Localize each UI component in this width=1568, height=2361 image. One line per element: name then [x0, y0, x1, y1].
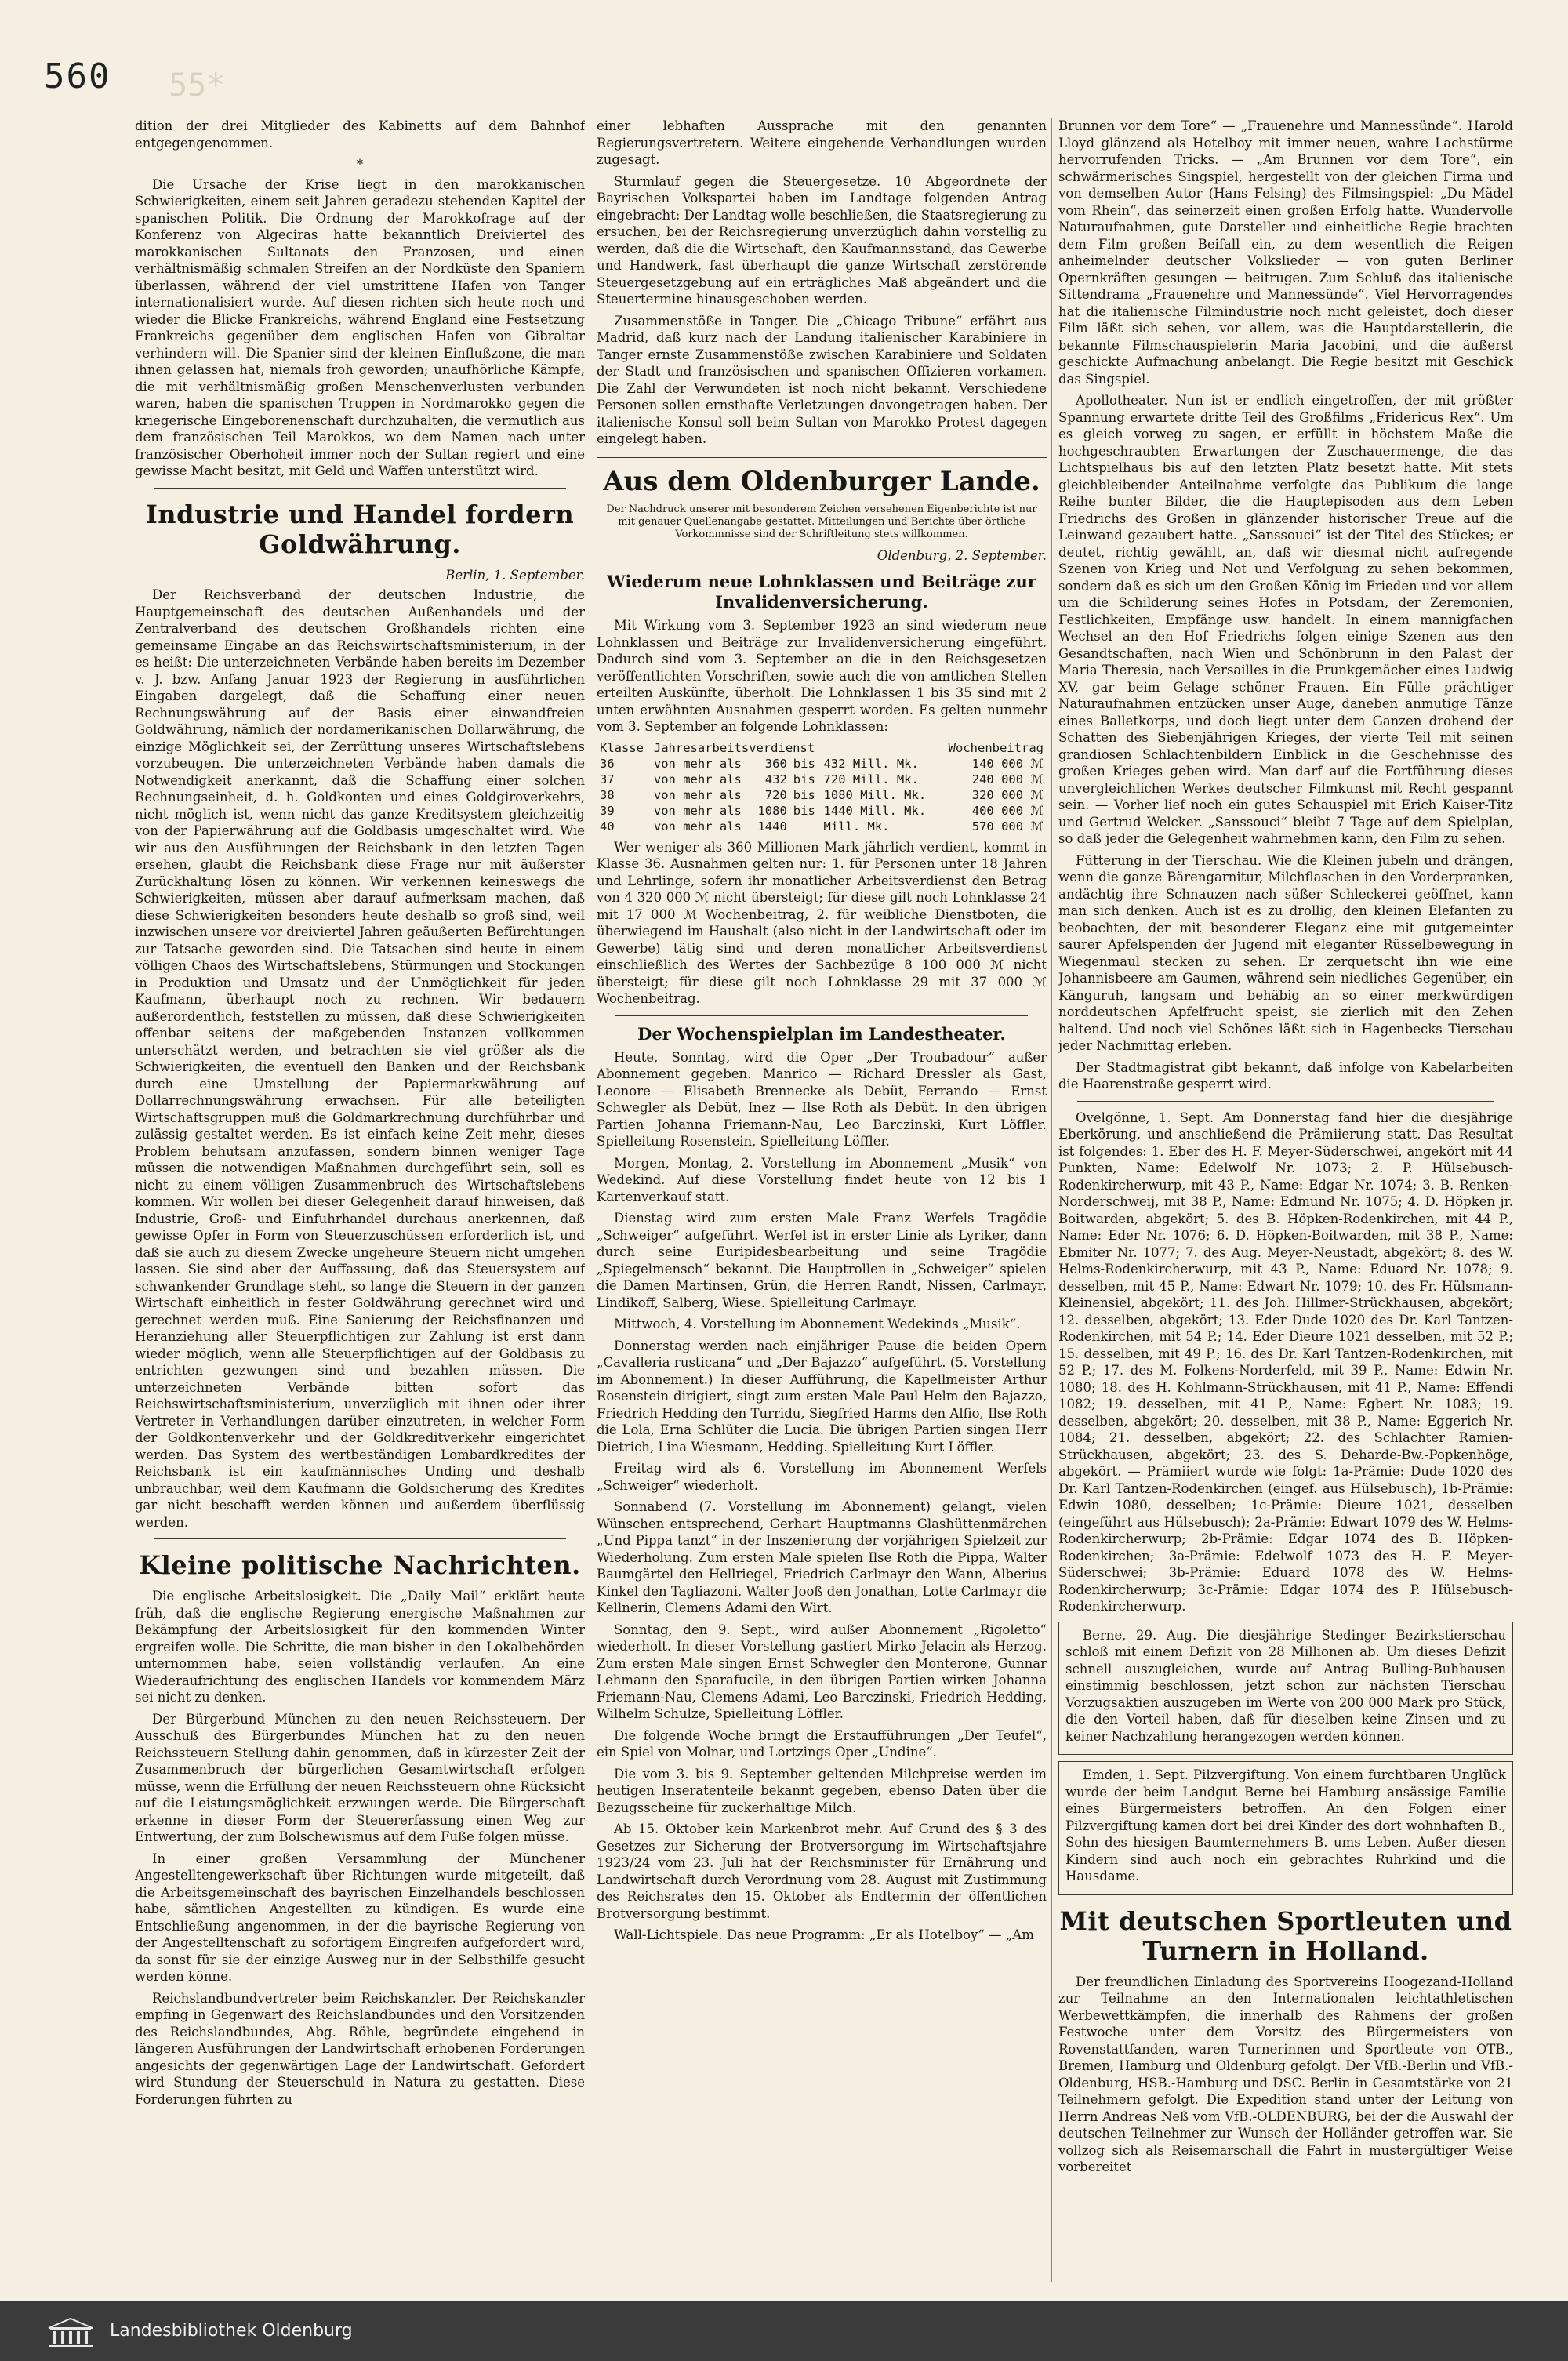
news-item: Berne, 29. Aug. Die diesjährige Stedinger Bezirkstierschau schloß mit einem Defizit von 28 Millionen ab. Um dieses Defizit schnell auszugleichen, wurde auf Antrag Bulling-Buhhausen einstimmig beschlossen, jetzt schon zur nächsten Tierschau Vorzugsaktien auszugeben im Werte von 200 000 Mark pro Stück, die den Vorteil haben, daß für dieselben keine Zinsen und zu keiner Nachzahlung herangezogen werden können. — [1065, 1627, 1506, 1744]
news-item: Sturmlauf gegen die Steuergesetze. 10 Abgeordnete der Bayrischen Volkspartei haben im Landtage folgenden Antrag eingebracht: Der Landtag wolle beschließen, die Staatsregierung zu ersuchen, bei der Reichsregierung unverzüglich dahin vorstellig zu werden, daß die die Wirtschaft, den Kaufmannsstand, das Gewerbe und Handwerk, fast überhaupt die ganze Wirtschaft zerstörende Steuergesetzgebung auf ein erträgliches Maß abgeändert und die Steuertermine hinausgeschoben werden. — [597, 173, 1047, 307]
headline-politische-nachrichten: Kleine politische Nachrichten. — [139, 1550, 581, 1580]
headline-goldwaehrung: Industrie und Handel fordern Goldwährung. — [145, 499, 575, 559]
article-sport: Der freundlichen Einladung des Sportvereins Hoogezand-Holland zur Teilnahme an den Internationalen leichtathletischen Werbewettkämpfen, die innerhalb des Rahmens der großen Festwoche unter dem Vorsitz des Bürgermeisters von Rovenstattfanden, waren Turnerinnen und Sportleute von OTB., Bremen, Hamburg und Oldenburg gefolgt. Der VfB.-Berlin und VfB.-Oldenburg, HSB.-Hamburg und DSC. Berlin in Gesamtstärke von 21 Teilnehmern gefolgt. Die Expedition stand unter der Leitung von Herrn Andreas Neß vom VfB.-OLDENBURG, bei der die Auswahl der deutschen Teilnehmer zur Wunsch der Holländer getroffen war. Sie vollzog sich als Reisemarschall die Fahrt in mustergültiger Weise vorbereitet — [1058, 1974, 1513, 2174]
table-row — [597, 819, 1047, 834]
table-cell: 320 000 ℳ — [971, 787, 1044, 802]
separator — [154, 1538, 566, 1539]
news-item: Apollotheater. Nun ist er endlich eingetroffen, der mit größter Spannung erwartete dritte Teil des Großfilms „Fridericus Rex“. Um es gleich vorweg zu sagen, er erfüllt in höchstem Maße die hochgeschraubten Erwartungen der Zuschauermenge, die das Lichtspielhaus bis auf den letzten Platz besetzt hatte. Mit stets gleichbleibender Anteilnahme verfolgte das Publikum die lange Reihe bunter Bilder, die die Hauptepisoden aus dem Leben Friedrichs des Großen in glänzender historischer Treue auf die Leinwand gezaubert hatte. „Sanssouci“ ist der Titel des Stückes; er deutet, richtig gewählt, an, daß wir diesmal nicht aufregende Szenen von Krieg und Not und Verfolgung zu sehen bekommen, sondern daß es sich um den Großen König im Frieden und vor allem um die Schilderung seines Hofes in Potsdam, der Zeremonien, Festlichkeiten, Empfänge usw. handelt. In einem mannigfachen Wechsel an den Hof Friedrichs folgen einige Szenen aus den Gesandtschaften, nach Wien und Schönbrunn in den Palast der Maria Theresia, nach Versailles in die Prunkgemächer eines Ludwig XV, gar beim Gelage schöner Frauen. Ein Fülle prächtiger Naturaufnahmen entzücken unser Auge, daneben anmutige Tänze eines Balletkorps, und doch liegt unter dem Ganzen drohend der Schatten des Siebenjährigen Krieges, der vierte Teil mit seinen grandiosen Schlachtenbildern Einblick in die Geschehnisse des großen Krieges geben wird. Man darf auf die Fortführung dieses unvergleichlichen Werkes deutscher Filmkunst mit Recht gespannt sein. — Vorher lief noch ein gutes Schauspiel mit Erich Kaiser-Titz und Gertrud Welcker. „Sanssouci“ bleibt 7 Tage auf dem Spielplan, so daß jeder die Gelegenheit wahrnehmen kann, den Film zu sehen. — [1058, 393, 1513, 846]
table-cell: von mehr als — [653, 756, 742, 771]
table-cell: 400 000 ℳ — [971, 803, 1044, 818]
table-cell: 38 — [600, 787, 615, 802]
table-cell: 36 — [600, 756, 615, 771]
reprint-notice: Der Nachdruck unserer mit besonderem Zeichen versehenen Eigenberichte ist nur mit genauer Quellenangabe gestattet. Mitteilungen und Berichte über örtliche Vorkommnisse sind der Schriftleitung stets willkommen. — [606, 503, 1037, 540]
table-cell: bis — [793, 803, 815, 818]
table-cell: 1440 — [757, 819, 787, 834]
article-continuation: Brunnen vor dem Tore“ — „Frauenehre und Mannessünde“. Harold Lloyd glänzend als Hotelboy mit immer neuen, wahre Lachstürme hervorrufenden Tricks. — „Am Brunnen vor dem Tore“, ein schwärmerisches Singspiel, hergestellt von der gleichen Firma und von demselben Autor (Hans Felsing) des Filmsingspiel: „Du Mädel vom Rhein“, das seinerzeit einen großen Erfolg hatte. Wundervolle Naturaufnahmen, gute Darsteller und einheitliche Regie brachten dem Film großen Beifall ein, zu dem wesentlich die Reigen anheimelnder deutscher Volkslieder — von guten Berliner Opernkräften gesungen — beitrugen. Zum Schluß das italienische Sittendrama „Frauenehre und Mannessünde“. Viel Hervorragendes hat die italienische Filmindustrie noch nicht geleistet, doch dieser Film läßt sich sehen, vor allem, was die Hauptdarstellerin, die bekannte Filmschauspielerin Maria Jacobini, und die äußerst geschickte Aufmachung anbelangt. Die Regie besitzt mit Geschick das Singspiel. — [1058, 118, 1513, 387]
news-item: Fütterung in der Tierschau. Wie die Kleinen jubeln und drängen, wenn die ganze Bärengarnitur, Milchflaschen in den Vorderpranken, andächtig ihre Schnauzen nach süßer Schleckerei geöffnet, kann man sich denken. Auch ist es zu drollig, den kleinen Elefanten zu beobachten, der mit besonderer Eleganz eine mit gutgemeinter saurer Apfelspenden der Jugend mit eleganter Rüsselbewegung in Wiegenmaul stecken zu sehen. Er zerquetscht ihn wie eine Johannisbeere am Gaumen, während sein niedliches Gegenüber, ein Känguruh, langsam und behäbig an so einer merkwürdigen norddeutschen Apfelfrucht speist, sie zierlich mit den Zehen haltend. Und noch viel Schönes läßt sich in Hagenbecks Tierschau jeder Nachmittag erleben. — [1058, 852, 1513, 1053]
page-number: 560 — [44, 56, 111, 96]
news-item: In einer großen Versammlung der Münchener Angestelltengewerkschaft über Richtungen wurde mitgeteilt, daß die Arbeitsgemeinschaft des bayrischen Einzelhandels beschlossen habe, sämtlichen Angestellten zu kündigen. Es wurde eine Entschließung angenommen, in der die bayrische Regierung von der Angestelltenschaft zu sofortigem Eingreifen aufgefordert wird, da sonst für sie der einzige Ausweg nur in der Selbsthilfe gesucht werden könne. — [135, 1851, 585, 1984]
separator-star: * — [356, 157, 364, 172]
table-cell: 360 — [764, 756, 787, 771]
table-cell: 37 — [600, 772, 615, 786]
theater-item: Sonntag, den 9. Sept., wird außer Abonnement „Rigoletto“ wiederholt. In dieser Vorstellung gastiert Mirko Jelacin als Herzog. Zum ersten Male singen Ernst Schwegler den Monterone, Gunnar Lehmann den Sparafucile, in den übrigen Partien wirken Johanna Friemann-Nau, Clemens Adami, Leo Barczinski, Friedrich Hedding, Wilhelm Schulze, Spielleitung Löffler. — [597, 1622, 1047, 1721]
article-lohnklassen-ausnahmen: Wer weniger als 360 Millionen Mark jährlich verdient, kommt in Klasse 36. Ausnahmen gelten nur: 1. für Personen unter 18 Jahren und Lehrlinge, sofern ihr monatlicher Arbeitsverdienst den Betrag von 4 320 000 ℳ nicht übersteigt; für diese gilt noch Lohnklasse 24 mit 17 000 ℳ Wochenbeitrag, 2. für weibliche Dienstboten, die überwiegend im Haushalt (also nicht in der Landwirtschaft oder im Gewerbe) tätig sind und deren monatlicher Arbeitsverdienst einschließlich des Wertes der Sachbezüge 8 100 000 ℳ nicht übersteigt; für diese gilt noch Lohnklasse 29 mit 37 000 ℳ Wochenbeitrag. — [597, 839, 1047, 1006]
table-cell: von mehr als — [653, 819, 742, 834]
news-item: Wall-Lichtspiele. Das neue Programm: „Er als Hotelboy“ — „Am — [614, 1927, 1034, 1942]
table-cell: von mehr als — [653, 772, 742, 786]
news-item: Ab 15. Oktober kein Markenbrot mehr. Auf Grund des § 3 des Gesetzes zur Sicherung der Brotversorgung im Wirtschaftsjahre 1923/24 vom 23. Juli hat der Reichsminister für Ernährung und Landwirtschaft durch Verordnung vom 28. August mit Zustimmung des Reichsrates den 15. Oktober als Endtermin der öffentlichen Brotversorgung bestimmt. — [597, 1822, 1047, 1921]
table-cell: 40 — [600, 819, 615, 834]
table-cell: 1080 — [757, 803, 787, 818]
table-cell: 720 — [764, 787, 787, 802]
table-cell: von mehr als — [653, 787, 742, 802]
table-header: Klasse — [600, 740, 644, 755]
table-cell: 570 000 ℳ — [971, 819, 1044, 834]
headline-lohnklassen: Wiederum neue Lohnklassen und Beiträge zur Invalidenversicherung. — [607, 572, 1036, 612]
column-1 — [135, 118, 585, 2282]
table-cell: bis — [793, 787, 815, 802]
news-item: Reichslandbundvertreter beim Reichskanzler. Der Reichskanzler empfing in Gegenwart des Reichslandbundes und den Vorsitzenden des Reichslandbundes, Abg. Röhle, begründete eingehend in längeren Ausführungen der Landwirtschaft erhobenen Forderungen angesichts der gegenwärtigen Lage der Landwirtschaft. Gefordert wird Stundung der Steuerschuld in Natura zu gestatten. Diese Forderungen führten zu — [135, 1990, 585, 2107]
headline-oldenburger-lande: Aus dem Oldenburger Lande. — [603, 465, 1040, 497]
table-cell: 720 Mill. Mk. — [823, 772, 919, 786]
news-item: Die englische Arbeitslosigkeit. Die „Daily Mail“ erklärt heute früh, daß die englische Regierung energische Maßnahmen zur Bekämpfung der Arbeitslosigkeit für den kommenden Winter ergreifen wolle. Die Schritte, die man bisher in den Lokalbehörden unternommen habe, seien vollständig verlaufen. An eine Wiederaufrichtung des englischen Handels vor kommendem März sei nicht zu denken. — [135, 1589, 585, 1705]
column-3 — [1058, 118, 1513, 2282]
library-name: Landesbibliothek Oldenburg — [110, 2321, 353, 2341]
news-item: Zusammenstöße in Tanger. Die „Chicago Tribune“ erfährt aus Madrid, daß kurz nach der Landung italienischer Karabiniere in Tanger ernste Zusammenstöße zwischen Karabiniere und Soldaten der Stadt und französischen und spanischen Offizieren vorkamen. Die Zahl der Verwundeten ist noch nicht bekannt. Verschiedene Personen sollen ernsthafte Verletzungen davongetragen haben. Der italienische Konsul soll beim Sultan von Marokko Protest dagegen eingelegt haben. — [597, 313, 1047, 446]
article-continuation: einer lebhaften Aussprache mit den genannten Regierungsvertretern. Weitere eingehende Verhandlungen wurden zugesagt. — [597, 118, 1047, 167]
separator — [154, 488, 566, 489]
lohnklassen-table — [597, 740, 1047, 834]
library-building-icon — [45, 2317, 96, 2348]
table-cell: 432 — [764, 772, 787, 786]
headline-sport-holland: Mit deutschen Sportleuten und Turnern in Holland. — [1059, 1905, 1512, 1966]
theater-item: Freitag wird als 6. Vorstellung im Abonnement Werfels „Schweiger“ wiederholt. — [597, 1461, 1047, 1493]
dateline: Oldenburg, 2. September. — [877, 547, 1047, 563]
table-row — [597, 772, 1047, 787]
column-rule — [1051, 118, 1052, 2282]
article-lohnklassen: Mit Wirkung vom 3. September 1923 an sind wiederum neue Lohnklassen und Beiträge zur Invalidenversicherung eingeführt. Dadurch sind vom 3. September an die in den Reichsgesetzen veröffentlichten Vorschriften, sowie auch die von amtlichen Stellen erteilten Auskünfte, überholt. Die Lohnklassen 1 bis 35 sind mit 2 unten erwähnten Ausnahmen gesperrt worden. Es gelten nunmehr vom 3. September an folgende Lohnklassen: — [597, 618, 1047, 734]
news-item: Die vom 3. bis 9. September geltenden Milchpreise werden im heutigen Inseratenteile bekannt gegeben, ebenso Daten über die Bezugsscheine für zuckerhaltige Milch. — [597, 1766, 1047, 1815]
table-header: Jahresarbeitsverdienst — [653, 740, 815, 755]
table-header: Wochenbeitrag — [948, 740, 1044, 755]
news-item: Emden, 1. Sept. Pilzvergiftung. Von einem furchtbaren Unglück wurde der beim Landgut Berne bei Hamburg ansässige Familie eines Bürgermeisters betroffen. An den Folgen einer Pilzvergiftung kamen dort bei drei Kinder des dort wohnhaften B., Sohn des hiesigen Baumternehmers B. ums Leben. Außer diesen Kindern sind auch noch ein gebrachtes Ruhrkind und die Hausdame. — [1065, 1767, 1506, 1883]
table-row — [597, 803, 1047, 819]
column-2 — [597, 118, 1047, 2282]
table-cell — [790, 819, 821, 834]
headline-wochenspielplan: Der Wochenspielplan im Landestheater. — [637, 1023, 1006, 1044]
theater-item: Donnerstag werden nach einjähriger Pause die beiden Opern „Cavalleria rusticana“ und „Der Bajazzo“ aufgeführt. (5. Vorstellung im Abonnement.) In dieser Aufführung, die Kapellmeister Arthur Rosenstein dirigiert, singt zum ersten Male Paul Helm den Bajazzo, Friedrich Hedding den Turridu, Siegfried Harms den Alfio, Ilse Roth die Lola, Erna Schlüter die Lucia. Die übrigen Partien singen Herr Dietrich, Lina Wiesmann, Hedding. Spielleitung Kurt Löffler. — [597, 1338, 1047, 1455]
news-item: Der Bürgerbund München zu den neuen Reichssteuern. Der Ausschuß des Bürgerbundes München hat zu den neuen Reichssteuern Stellung dahin genommen, daß in kürzester Zeit der Zusammenbruch der bürgerlichen Gesamtwirtschaft erfolgen müsse, wenn die Erfüllung der neuen Reichssteuern ohne Rücksicht auf die Leistungsmöglichkeit erzwungen werde. Die Bürgerschaft erkenne in dieser Form der Steuererfassung einen Weg zur Entwertung, der zum Bolschewismus auf dem Fuße folgen müsse. — [135, 1711, 585, 1844]
table-cell: 1440 Mill. Mk. — [823, 803, 927, 818]
table-cell: bis — [793, 772, 815, 786]
theater-item: Sonnabend (7. Vorstellung im Abonnement) gelangt, vielen Wünschen entsprechend, Gerhart Hauptmanns Glashüttenmärchen „Und Pippa tanzt“ in der Inszenierung der vorjährigen Spielzeit zur Wiederholung. Zum ersten Male spielen Ilse Roth die Pippa, Walter Baumgärtel den Hellriegel, Friedrich Carlmayr den Wann, Alberius Kinkel den Tagliazoni, Walter Jooß den Jonathan, Lotte Carlmayr die Kellnerin, Clemens Adami den Wirt. — [597, 1499, 1047, 1615]
table-row — [597, 756, 1047, 772]
table-cell: 1080 Mill. Mk. — [823, 787, 927, 802]
library-footer — [0, 2301, 1568, 2361]
article-goldwaehrung: Der Reichsverband der deutschen Industrie, die Hauptgemeinschaft des deutschen Außenhandels und der Zentralverband des deutschen Großhandels richten eine gemeinsame Eingabe an das Reichswirtschaftsministerium, in der es heißt: Die unterzeichneten Verbände haben bereits im Dezember v. J. bzw. Anfang Januar 1923 der Regierung in ausführlichen Eingaben dargelegt, daß die Schaffung einer neuen Rechnungswährung auf der Basis einer einwandfreien Goldwährung, nämlich der nordamerikanischen Dollarwährung, die einzige Möglichkeit sei, der Zerrüttung unseres Wirtschaftslebens vorzubeugen. Die unterzeichneten Verbände haben damals die Notwendigkeit anerkannt, daß die Schaffung einer solchen Rechnungseinheit, d. h. Goldkonten und eines Goldgiroverkehrs, nicht möglich ist, wenn nicht das ganze Kreditsystem gleichzeitig von der Papierwährung auf die Goldbasis umgeschaltet wird. Wie wir aus den Ausführungen der Reichsbank in den letzten Tagen ersehen, glaubt die Reichsbank diese Frage nur mit äußerster Zurückhaltung lösen zu können. Wir verkennen keineswegs die Schwierigkeiten, müssen aber darauf aufmerksam machen, daß diese Schwierigkeiten besonders heute deshalb so groß sind, weil inzwischen unsere vor dreiviertel Jahren geäußerten Befürchtungen zur Tatsache geworden sind. Die Tatsachen sind heute in einem völligen Chaos des Wirtschaftslebens, Stürmungen und Stockungen in Produktion und Umsatz und der Unmöglichkeit für jeden Kaufmann, überhaupt noch zu rechnen. Wir bedauern außerordentlich, feststellen zu müssen, daß diese Schwierigkeiten offenbar seitens der maßgebenden Instanzen vollkommen unterschätzt werden, und betrachten sie viel größer als die Schwierigkeiten, die eventuell den Banken und der Reichsbank durch eine Umstellung der Papiermarkwährung auf Dollarrechnungswährung erwachsen. Für alle beteiligten Wirtschaftsgruppen muß die Goldmarkrechnung durchführbar und zulässig gestaltet werden. Es ist einfach keine Zeit mehr, dieses Problem behutsam anzufassen, sondern binnen weniger Tage müssen die notwendigen Maßnahmen durchgeführt sein, soll es nicht zu einem völligen Zusammenbruch des Wirtschaftslebens kommen. Wir wollen bei dieser Gelegenheit darauf hinweisen, daß Industrie, Groß- und Einfuhrhandel durchaus anerkennen, daß gewisse Opfer in Form von Steuerzuschüssen erforderlich ist, und daß sie auch zu diesem Zwecke ungeheure Steuern nicht umgehen lassen. Sie sind aber der Auffassung, daß das Steuersystem auf schwankender Grundlage steht, so lange die Steuern in der ganzen Wirtschaft einheitlich in fester Goldwährung gerechnet wird und gerechnet werden muß. Eine Sanierung der Reichsfinanzen und Heranziehung aller Steuerpflichtigen zur Zahlung ist erst dann wieder möglich, wenn alle Steuerpflichtigen auf der Goldbasis zu entrichten gezwungen sind und bezahlen müssen. Die unterzeichneten Verbände bitten sofort das Reichswirtschaftsministerium, unverzüglich mit ihnen oder ihrer Vertreter in Verhandlungen darüber einzutreten, in welcher Form der Goldkontenverkehr und der Goldkreditverkehr eingerichtet werden. Das System des wertbeständigen Lombardkredites der Reichsbank ist ein kaufmännisches Unding und deshalb unbrauchbar, weil dem Kaufmann die Goldsicherung des Kredites gar nicht beschafft werden können und außerdem überflüssig werden. — [135, 587, 585, 1530]
theater-item: Heute, Sonntag, wird die Oper „Der Troubadour“ außer Abonnement gegeben. Manrico — Richard Dressler als Gast, Leonore — Elisabeth Brennecke als Debüt, Ferrando — Ernst Schwegler als Debüt, Inez — Ilse Roth als Debüt. In den übrigen Partien Johanna Friemann-Nau, Leo Barczinski, Kurt Löffler. Spielleitung Rosenstein, Spielleitung Löffler. — [597, 1049, 1047, 1149]
table-cell: von mehr als — [653, 803, 742, 818]
table-cell: Mill. Mk. — [823, 819, 890, 834]
theater-item: Dienstag wird zum ersten Male Franz Werfels Tragödie „Schweiger“ aufgeführt. Werfel ist in erster Linie als Lyriker, dann durch seine Euripidesbearbeitung und seine Tragödie „Spiegelmensch“ bekannt. Die Hauptrollen in „Schweiger“ spielen die Damen Martinsen, Grün, die Herren Randt, Nissen, Carlmayr, Lindikoff, Salberg, Wiese. Spielleitung Carlmayr. — [597, 1211, 1047, 1310]
table-cell: 140 000 ℳ — [971, 756, 1044, 771]
table-row — [597, 787, 1047, 803]
news-item: Ovelgönne, 1. Sept. Am Donnerstag fand hier die diesjährige Eberkörung, und anschließend die Prämiierung statt. Das Resultat ist folgendes: 1. Eber des H. F. Meyer-Süderschwei, angekört mit 44 Punkten, Name: Edelwolf Nr. 1073; 2. P. Hülsebusch-Rodenkircherwurp, mit 43 P., Name: Edgar Nr. 1074; 3. B. Renken-Norderschweij, mit 38 P., Name: Edmund Nr. 1075; 4. D. Höpken jr. Boitwarden, abgekört; 5. des B. Höpken-Rodenkirchen, mit 44 P., Name: Eder Nr. 1076; 6. D. Höpken-Boitwarden, mit 38 P., Name: Ebmiter Nr. 1077; 7. des Aug. Meyer-Neustadt, abgekört; 8. des W. Helms-Rodenkircherwurp, mit 43 P., Name: Eduard Nr. 1078; 9. desselben, mit 45 P., Name: Edwart Nr. 1079; 10. des Fr. Hülsmann-Kleinensiel, abgekört; 11. des Joh. Hillmer-Strückhausen, abgekört; 12. desselben, abgekört; 13. Eder Dude 1020 des Dr. Karl Tantzen-Rodenkirchen, mit 54 P.; 14. Eder Dieure 1021 desselben, mit 52 P.; 15. desselben, mit 49 P.; 16. des Dr. Karl Tantzen-Rodenkirchen, mit 52 P.; 17. des M. Folkens-Norderfeld, mit 39 P., Name: Edwin Nr. 1080; 18. des H. Kohlmann-Strückhausen, mit 41 P., Name: Effendi 1082; 19. desselben, mit 41 P., Name: Egbert Nr. 1083; 19. desselben, abgekört; 20. desselben, mit 38 P., Name: Eggerich Nr. 1084; 21. desselben, abgekört; 22. des Schlachter Ramien-Strückhausen, abgekört; 23. des S. Deharde-Bw.-Popkenhöge, abgekört. — Prämiiert wurde wie folgt: 1a-Prämie: Dude 1020 des Dr. Karl Tantzen-Rodenkirchen (eingef. aus Hülsebusch), 1b-Prämie: Edwin 1080, desselben; 1c-Prämie: Dieure 1021, desselben (eingeführt aus Hülsebusch); 2a-Prämie: Edwart 1079 des W. Helms-Rodenkircherwurp; 2b-Prämie: Edgar 1074 des B. Höpken-Rodenkirchen; 3a-Prämie: Edelwolf 1073 des H. F. Meyer-Süderschwei; 3b-Prämie: Eduard 1078 des W. Helms-Rodenkircherwurp; 3c-Prämie: Edgar 1074 des P. Hülsebusch-Rodenkircherwurp. — [1058, 1110, 1513, 1614]
article-morocco: Die Ursache der Krise liegt in den marokkanischen Schwierigkeiten, einem seit Jahren geradezu stehenden Kapitel der spanischen Politik. Die Ordnung der Marokkofrage auf der Konferenz von Algeciras hatte bekanntlich Dreiviertel des marokkanischen Sultanats den Franzosen, und einen verhältnismäßig schmalen Streifen an der Nordküste den Spaniern überlassen, während der viel umstrittene Hafen von Tanger internationalisiert wurde. Auf diesen richten sich heute noch und wieder die Blicke Frankreichs, während England eine Festsetzung Frankreichs gegenüber dem englischen Hafen von Gibraltar verhindern will. Die Spanier sind der kleinen Einflußzone, die man ihnen gelassen hat, niemals froh geworden; unaufhörliche Kämpfe, die mit verhältnismäßig großen Menschenverlusten verbunden waren, haben die spanischen Truppen in Nordmarokko gegen die kriegerische Eingeborenenschaft durchzuhalten, die vermutlich aus dem französischen Teil Marokkos, wo dem Namen nach unter französischer Oberhoheit immer noch der Sultan regiert und eine gewisse Macht besitzt, mit Geld und Waffen unterstützt wird. — [135, 176, 585, 478]
table-cell: 39 — [600, 803, 615, 818]
separator — [1077, 1101, 1494, 1102]
theater-item: Die folgende Woche bringt die Erstaufführungen „Der Teufel“, ein Spiel von Molnar, und Lortzings Oper „Undine“. — [597, 1727, 1047, 1760]
table-cell: 240 000 ℳ — [971, 772, 1044, 786]
separator-double — [597, 456, 1047, 458]
dateline: Berlin, 1. September. — [445, 567, 585, 583]
theater-item: Morgen, Montag, 2. Vorstellung im Abonnement „Musik“ von Wedekind. Auf diese Vorstellung findet heute von 12 bis 1 Kartenverkauf statt. — [597, 1155, 1047, 1204]
separator — [615, 1015, 1028, 1016]
theater-item: Mittwoch, 4. Vorstellung im Abonnement Wedekinds „Musik“. — [614, 1317, 1021, 1331]
table-cell: 432 Mill. Mk. — [823, 756, 919, 771]
table-header-row — [597, 740, 1047, 756]
article-continuation: dition der drei Mitglieder des Kabinetts auf dem Bahnhof entgegengenommen. — [135, 118, 585, 151]
news-item: Der Stadtmagistrat gibt bekannt, daß infolge von Kabelarbeiten die Haarenstraße gesperrt wird. — [1058, 1059, 1513, 1092]
boxed-notice — [1058, 1761, 1513, 1895]
boxed-notice — [1058, 1622, 1513, 1756]
faint-stamp: 55* — [169, 67, 226, 104]
table-cell: bis — [793, 756, 815, 771]
